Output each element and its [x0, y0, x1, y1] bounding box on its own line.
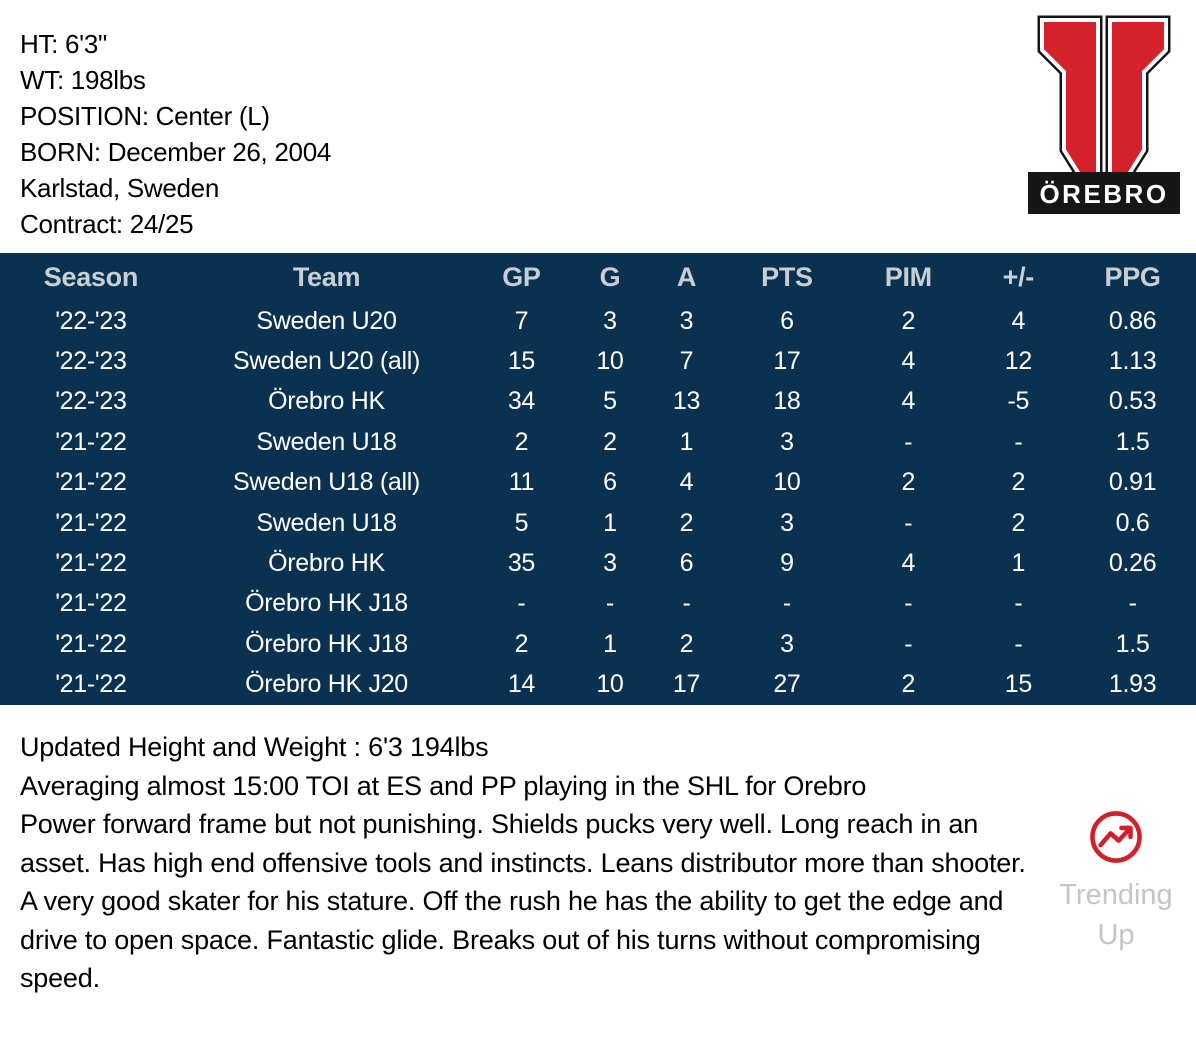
- column-header-season: Season: [43, 261, 139, 292]
- cell-gp: 2: [514, 629, 529, 658]
- trending-up-icon: [1087, 808, 1145, 866]
- cell-season: '22-'23: [55, 347, 127, 376]
- column-header-ppg: PPG: [1104, 261, 1161, 292]
- cell-a: 7: [679, 347, 694, 376]
- cell-season: '21-'22: [55, 549, 127, 578]
- bio-birthplace: Karlstad, Sweden: [20, 173, 219, 203]
- cell-team: Örebro HK J20: [245, 670, 408, 699]
- cell-a: 6: [679, 549, 694, 578]
- cell-season: '21-'22: [55, 629, 127, 658]
- cell-ppg: 0.53: [1108, 387, 1157, 416]
- cell-plusminus: -: [1014, 629, 1023, 658]
- column-header-g: G: [599, 261, 621, 292]
- cell-pts: -: [782, 589, 791, 618]
- column-header-team: Team: [292, 261, 361, 292]
- cell-gp: 11: [508, 468, 535, 497]
- cell-a: 1: [679, 427, 694, 456]
- cell-pim: 2: [901, 670, 916, 699]
- bio-born: BORN: December 26, 2004: [20, 137, 332, 167]
- cell-season: '21-'22: [55, 589, 127, 618]
- cell-ppg: 0.26: [1108, 549, 1157, 578]
- note-scouting-report: Power forward frame but not punishing. Shields pucks very well. Long reach in an asset. Has high end offensive tools and instincts. Leans distributor more than shooter. A very good skater for his stature. Off the rush he has the ability to get the edge and drive to open space. Fantastic glide. Breaks out of his turns without compromising speed.: [20, 809, 1026, 993]
- stats-row: [0, 341, 1196, 381]
- cell-pts: 18: [773, 387, 801, 416]
- column-header-gp: GP: [502, 261, 541, 292]
- cell-season: '22-'23: [55, 387, 127, 416]
- cell-g: 6: [603, 468, 617, 497]
- cell-ppg: 0.91: [1108, 468, 1157, 497]
- column-header-a: A: [676, 261, 697, 292]
- cell-team: Sweden U18 (all): [233, 468, 420, 497]
- cell-pim: 4: [901, 347, 916, 376]
- note-updated-measurements: Updated Height and Weight : 6'3 194lbs: [20, 732, 489, 762]
- bio-position: POSITION: Center (L): [20, 101, 270, 131]
- cell-team: Sweden U18: [256, 427, 397, 456]
- stats-row: [0, 624, 1196, 664]
- cell-plusminus: 1: [1011, 549, 1026, 578]
- cell-ppg: 1.93: [1108, 670, 1157, 699]
- cell-ppg: 1.13: [1108, 347, 1157, 376]
- cell-pim: 4: [901, 549, 916, 578]
- bio-weight: WT: 198lbs: [20, 65, 146, 95]
- cell-season: '21-'22: [55, 468, 127, 497]
- cell-plusminus: -5: [1007, 387, 1030, 416]
- cell-gp: 15: [507, 347, 536, 376]
- cell-plusminus: 12: [1004, 347, 1032, 376]
- column-header-pim: PIM: [884, 261, 932, 292]
- cell-g: 1: [603, 629, 617, 658]
- cell-ppg: 1.5: [1115, 427, 1150, 456]
- cell-a: 2: [679, 508, 694, 537]
- cell-plusminus: 15: [1004, 670, 1032, 699]
- cell-a: 13: [672, 387, 701, 416]
- bio-contract: Contract: 24/25: [20, 209, 194, 239]
- cell-season: '22-'23: [55, 306, 127, 335]
- cell-pim: 2: [901, 468, 916, 497]
- cell-pim: 4: [901, 387, 916, 416]
- cell-pts: 3: [780, 629, 794, 658]
- cell-team: Sweden U20: [256, 306, 397, 335]
- cell-plusminus: -: [1014, 589, 1023, 618]
- scouting-notes: [20, 728, 1028, 998]
- cell-g: 3: [603, 306, 617, 335]
- cell-g: -: [605, 589, 614, 618]
- cell-team: Örebro HK: [268, 387, 385, 416]
- stats-row: [0, 503, 1196, 543]
- cell-pim: 2: [901, 306, 916, 335]
- trending-up-label: Trending Up: [1059, 879, 1173, 951]
- stats-row: [0, 665, 1196, 705]
- cell-team: Sweden U20 (all): [233, 347, 420, 376]
- cell-plusminus: 2: [1011, 468, 1026, 497]
- cell-g: 10: [596, 670, 624, 699]
- cell-plusminus: 4: [1011, 306, 1026, 335]
- cell-gp: 5: [514, 508, 529, 537]
- cell-pts: 27: [773, 670, 801, 699]
- cell-plusminus: -: [1014, 427, 1023, 456]
- bio-height: HT: 6'3": [20, 29, 107, 59]
- cell-g: 3: [603, 549, 617, 578]
- cell-pts: 10: [773, 468, 801, 497]
- cell-g: 2: [603, 427, 617, 456]
- stats-row: [0, 422, 1196, 462]
- cell-a: 17: [672, 670, 701, 699]
- cell-gp: -: [517, 589, 526, 618]
- cell-season: '21-'22: [55, 427, 127, 456]
- cell-ppg: 1.5: [1115, 629, 1150, 658]
- cell-a: 2: [679, 629, 694, 658]
- cell-gp: 7: [514, 306, 529, 335]
- stats-row: [0, 301, 1196, 341]
- column-header-plusminus: +/-: [1002, 261, 1035, 292]
- cell-gp: 14: [507, 670, 536, 699]
- orebro-shield-icon: [1028, 14, 1180, 214]
- stats-row: [0, 543, 1196, 583]
- cell-g: 5: [603, 387, 617, 416]
- cell-ppg: -: [1128, 589, 1137, 618]
- stats-row: [0, 463, 1196, 503]
- logo-banner-text: ÖREBRO: [1039, 179, 1169, 209]
- cell-season: '21-'22: [55, 670, 127, 699]
- cell-pim: -: [904, 589, 913, 618]
- trending-up-badge: [1052, 808, 1180, 955]
- stats-row: [0, 584, 1196, 624]
- cell-pts: 17: [773, 347, 801, 376]
- stats-table: [0, 253, 1196, 705]
- cell-pim: -: [904, 508, 913, 537]
- cell-pts: 3: [780, 427, 794, 456]
- cell-pts: 3: [780, 508, 794, 537]
- cell-pts: 9: [780, 549, 794, 578]
- cell-gp: 35: [507, 549, 536, 578]
- team-logo-orebro: [1028, 14, 1180, 214]
- cell-gp: 34: [507, 387, 536, 416]
- stats-header-row: [0, 253, 1196, 301]
- cell-team: Sweden U18: [256, 508, 397, 537]
- cell-ppg: 0.6: [1115, 508, 1150, 537]
- player-bio: [20, 26, 331, 242]
- cell-team: Örebro HK: [268, 549, 385, 578]
- cell-a: 4: [679, 468, 694, 497]
- column-header-pts: PTS: [761, 261, 813, 292]
- cell-plusminus: 2: [1011, 508, 1026, 537]
- cell-team: Örebro HK J18: [245, 629, 408, 658]
- cell-g: 10: [596, 347, 624, 376]
- cell-pim: -: [904, 427, 913, 456]
- cell-season: '21-'22: [55, 508, 127, 537]
- cell-team: Örebro HK J18: [245, 589, 408, 618]
- cell-a: -: [682, 589, 691, 618]
- note-toi: Averaging almost 15:00 TOI at ES and PP playing in the SHL for Orebro: [20, 770, 867, 801]
- cell-pim: -: [904, 629, 913, 658]
- cell-pts: 6: [780, 306, 794, 335]
- cell-gp: 2: [514, 427, 529, 456]
- cell-a: 3: [679, 306, 694, 335]
- stats-row: [0, 382, 1196, 422]
- cell-ppg: 0.86: [1108, 306, 1157, 335]
- cell-g: 1: [603, 508, 617, 537]
